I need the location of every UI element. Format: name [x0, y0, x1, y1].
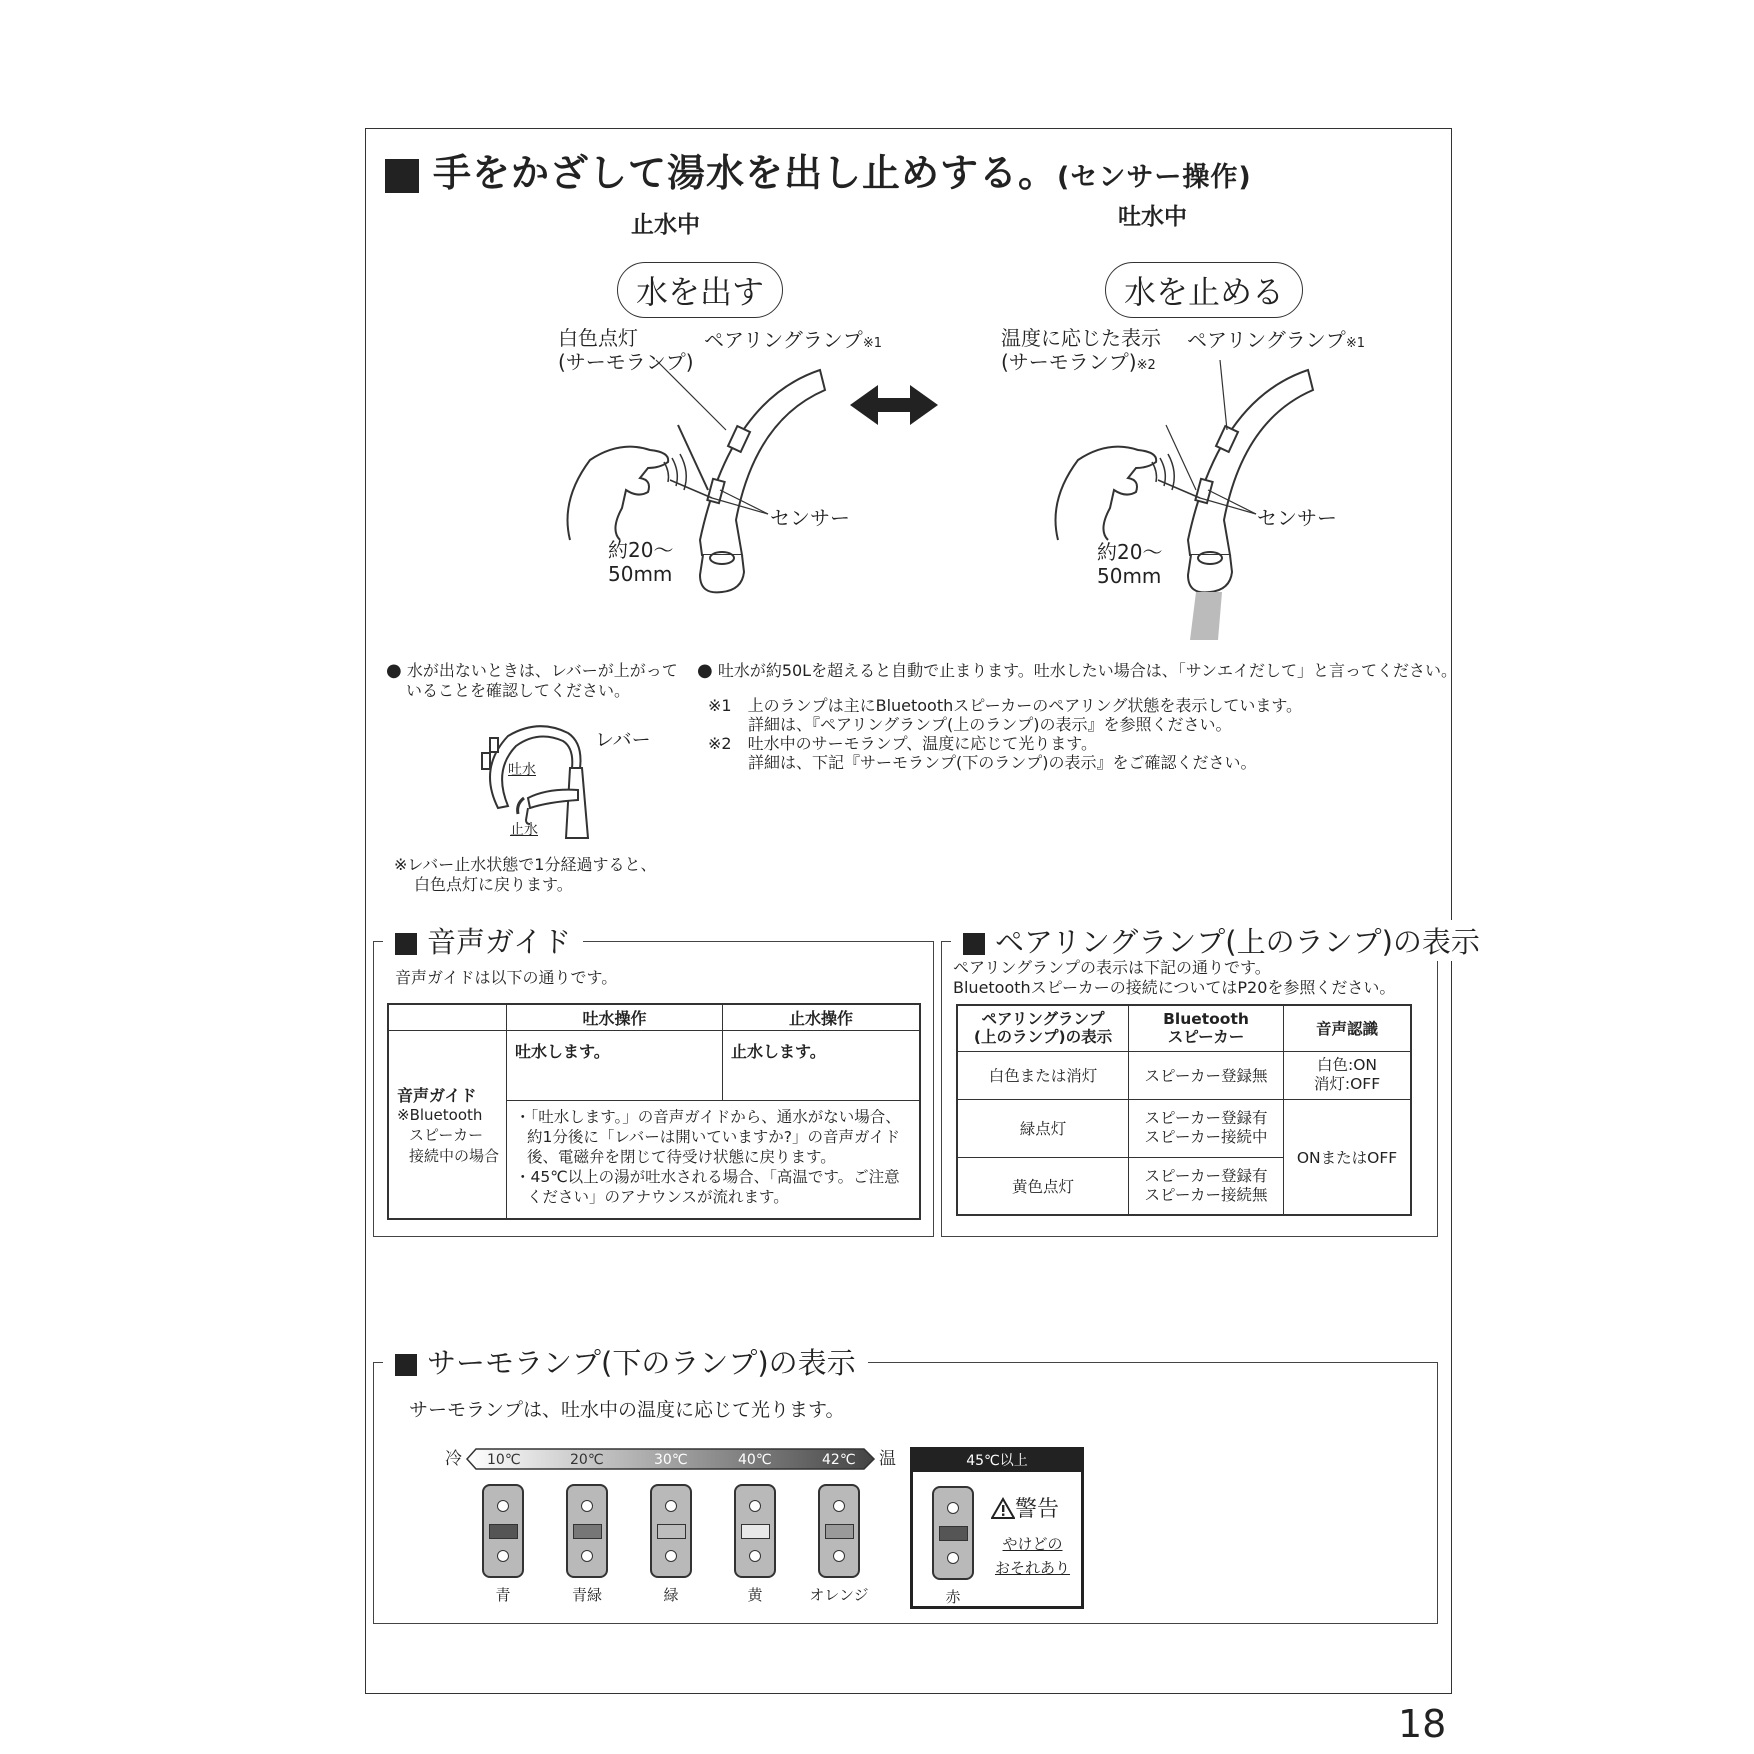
- lever-label: レバー: [595, 729, 651, 751]
- voice-guide-detail: ・「吐水します。」の音声ガイドから、通水がない場合、 約1分後に「レバーは開いていますか?」の音声ガイド 後、電磁弁を閉じて待受け状態に戻ります。 ・45℃以上の湯が吐水される場合、「高温です。ご注意 ください」のアナウンスが流れます。: [507, 1101, 921, 1219]
- thermo-lamp-blue: [482, 1484, 524, 1578]
- lever-open-label: 吐水: [508, 762, 536, 778]
- faucet-right-illustration: [1056, 360, 1314, 592]
- thermo-callout-left: 白色点灯 (サーモランプ): [558, 326, 694, 374]
- warning-title: 警告: [991, 1492, 1059, 1523]
- square-bullet-icon: [385, 159, 419, 193]
- page-number: 18: [1398, 1702, 1447, 1746]
- header-lamp: ペアリングランプ (上のランプ)の表示: [957, 1005, 1129, 1051]
- temp-tick: 20℃: [570, 1452, 604, 1468]
- action-pill-stop: 水を止める: [1105, 262, 1303, 318]
- col-header-on: 吐水操作: [507, 1004, 723, 1031]
- state-label-stopped: 止水中: [631, 212, 700, 238]
- water-stream: [1190, 592, 1222, 640]
- thermo-lamp-green: [650, 1484, 692, 1578]
- lever-footnote: ※レバー止水状態で1分経過すると、 白色点灯に戻ります。: [394, 855, 657, 894]
- thermo-lamp-blue-green: [566, 1484, 608, 1578]
- lever-note: ● 水が出ないときは、レバーが上がって いることを確認してください。: [386, 660, 678, 700]
- thermo-lamp-yellow: [734, 1484, 776, 1578]
- warning-triangle-icon: [991, 1497, 1015, 1519]
- temp-tick: 30℃: [654, 1452, 688, 1468]
- table-row: 黄色点灯 スピーカー登録有 スピーカー接続無: [957, 1157, 1411, 1215]
- header-speaker: Bluetooth スピーカー: [1129, 1005, 1284, 1051]
- pairing-callout-right: ペアリングランプ※1: [1187, 328, 1365, 352]
- footnotes: ※1 上のランプは主にBluetoothスピーカーのペアリング状態を表示しています。 詳細は、『ペアリングランプ(上のランプ)の表示』を参照ください。 ※2 吐水中のサーモランプ、温度に応じて光ります。 詳細は、下記『サーモランプ(下のランプ)の表示』をご確認ください。: [708, 696, 1303, 772]
- lamp-label: 赤: [945, 1588, 961, 1606]
- pairing-lamp-intro: ペアリングランプの表示は下記の通りです。 Bluetoothスピーカーの接続についてはP20を参照ください。: [953, 958, 1396, 997]
- lever-close-label: 止水: [510, 822, 538, 838]
- voice-guide-table: [387, 1003, 921, 1220]
- action-pill-start: 水を出す: [617, 262, 783, 318]
- distance-label-right: 約20〜 50mm: [1097, 540, 1163, 588]
- warning-text: やけどの おそれあり: [995, 1535, 1071, 1577]
- temp-tick: 42℃: [822, 1452, 856, 1468]
- square-bullet-icon: [395, 1354, 417, 1376]
- lamp-label: 青緑: [571, 1586, 602, 1604]
- lamp-label: 青: [495, 1586, 511, 1604]
- msg-on: 吐水します。: [507, 1031, 723, 1101]
- pairing-callout-left: ペアリングランプ※1: [704, 328, 882, 352]
- main-title: 手をかざして湯水を出し止めする。(センサー操作): [385, 142, 1252, 197]
- thermo-lamp-heading: サーモランプ(下のランプ)の表示: [383, 1341, 868, 1382]
- faucet-illustrations: [560, 340, 1340, 640]
- thermo-lamp-intro: サーモランプは、吐水中の温度に応じて光ります。: [409, 1399, 845, 1421]
- msg-off: 止水します。: [723, 1031, 921, 1101]
- state-label-flowing: 吐水中: [1118, 204, 1187, 230]
- main-subtitle: (センサー操作): [1057, 162, 1252, 193]
- pairing-lamp-table: [956, 1004, 1412, 1216]
- square-bullet-icon: [395, 933, 417, 955]
- temp-tick: 10℃: [487, 1452, 521, 1468]
- square-bullet-icon: [963, 933, 985, 955]
- temperature-ticks: [466, 1449, 876, 1469]
- hot-label: 温: [879, 1449, 896, 1469]
- lever-faucet-illustration: [468, 708, 608, 848]
- row-label: 音声ガイド ※Bluetooth スピーカー 接続中の場合: [388, 1031, 507, 1219]
- lamp-label: オレンジ: [809, 1586, 869, 1604]
- temp-tick: 40℃: [738, 1452, 772, 1468]
- cold-label: 冷: [445, 1449, 462, 1469]
- thermo-lamp-red: [932, 1486, 974, 1580]
- pairing-lamp-heading: ペアリングランプ(上のランプ)の表示: [951, 920, 1492, 961]
- lamp-label: 緑: [663, 1586, 679, 1604]
- header-voice: 音声認識: [1284, 1005, 1412, 1051]
- warning-temp: 45℃以上: [913, 1450, 1081, 1472]
- table-row: 白色または消灯 スピーカー登録無 白色:ON 消灯:OFF: [957, 1051, 1411, 1099]
- col-header-off: 止水操作: [723, 1004, 921, 1031]
- double-arrow-icon: [850, 385, 938, 425]
- faucet-left-illustration: [568, 360, 826, 592]
- warning-box: [910, 1447, 1084, 1609]
- lamp-label: 黄: [747, 1586, 763, 1604]
- distance-label-left: 約20〜 50mm: [608, 538, 674, 586]
- auto-stop-note: ● 吐水が約50Lを超えると自動で止まります。吐水したい場合は、「サンエイだして」と言ってください。: [697, 660, 1458, 681]
- sensor-label-left: センサー: [770, 506, 850, 530]
- sensor-label-right: センサー: [1257, 506, 1337, 530]
- voice-guide-heading: 音声ガイド: [383, 920, 583, 961]
- table-row: 緑点灯 スピーカー登録有 スピーカー接続中 ONまたはOFF: [957, 1099, 1411, 1157]
- voice-guide-intro: 音声ガイドは以下の通りです。: [395, 968, 618, 987]
- thermo-callout-right: 温度に応じた表示 (サーモランプ)※2: [1001, 326, 1161, 374]
- thermo-lamp-orange: [818, 1484, 860, 1578]
